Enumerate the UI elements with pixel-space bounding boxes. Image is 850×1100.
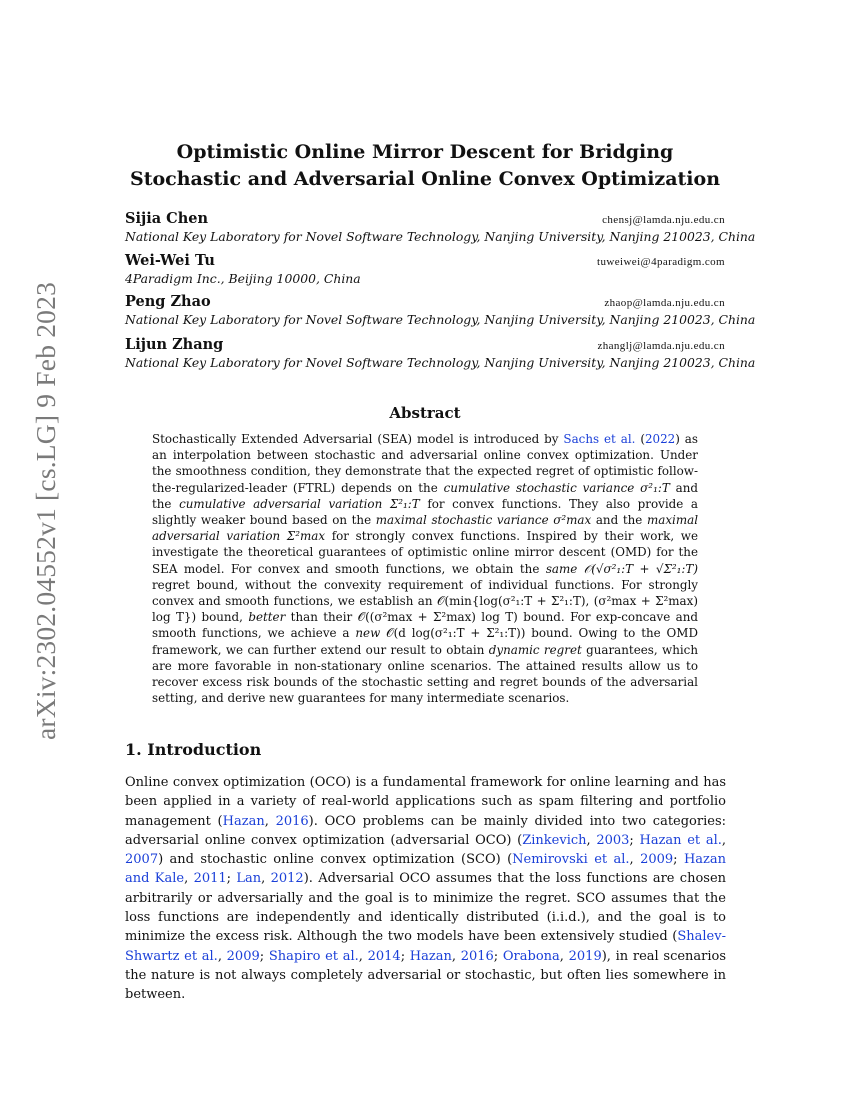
citation-link[interactable]: Nemirovski et al. (512, 852, 630, 868)
citation-link[interactable]: 2009 (640, 852, 674, 868)
math-expression: 𝒪(√σ²₁:T + √Σ²₁:T) (577, 561, 699, 576)
citation-link[interactable]: 2003 (596, 832, 630, 848)
citation-link[interactable]: 2022 (644, 432, 676, 446)
citation-link[interactable]: 2014 (367, 948, 401, 964)
citation-link[interactable]: Hazan et al. (639, 832, 722, 848)
author-email[interactable]: tuweiwei@4paradigm.com (597, 256, 725, 268)
emphasis-text: maximal adversarial variation (152, 513, 698, 544)
author-email[interactable]: zhanglj@lamda.nju.edu.cn (597, 340, 725, 352)
author-block-1 (125, 210, 756, 244)
arxiv-identifier: arXiv:2302.04552v1 [cs.LG] 9 Feb 2023 (30, 281, 61, 740)
emphasis-text: dynamic regret (488, 642, 582, 657)
introduction-paragraph: Online convex optimization (OCO) is a fundamental framework for online learning and has been applied in a variety of real-world applications such as spam filtering and portfolio management (Hazan, 2016). OCO problems can be mainly divided into two categories: adversarial online convex optimization (adversarial OCO) (Zinkevich, 2003; Hazan et al., 2007) and stochastic online convex optimization (SCO) (Nemirovski et al., 2009; Hazan and Kale, 2011; Lan, 2012). Adversarial OCO assumes that the loss functions are chosen arbitrarily or adversarially and the goal is to minimize the regret. SCO assumes that the loss functions are independently and identically distributed (i.i.d.), and the goal is to minimize the excess risk. Although the two models have been extensively studied (Shalev-Shwartz et al., 2009; Shapiro et al., 2014; Hazan, 2016; Orabona, 2019), in real scenarios the nature is not always completely adversarial or stochastic, but often lies somewhere in between. (125, 775, 727, 1003)
author-affiliation: National Key Laboratory for Novel Software Technology, Nanjing University, Nanjing 210023, China (125, 312, 756, 327)
author-name: Sijia Chen (125, 210, 209, 227)
author-affiliation: 4Paradigm Inc., Beijing 10000, China (125, 271, 361, 286)
citation-link[interactable]: Shapiro et al. (268, 948, 359, 964)
author-name: Wei-Wei Tu (125, 252, 215, 269)
author-affiliation: National Key Laboratory for Novel Software Technology, Nanjing University, Nanjing 210023, China (125, 229, 756, 244)
citation-link[interactable]: Sachs et al. (563, 432, 636, 446)
citation-link[interactable]: 2016 (460, 948, 494, 964)
citation-link[interactable]: 2016 (275, 813, 309, 829)
math-expression: Σ²max (280, 529, 326, 544)
emphasis-text: maximal stochastic variance (375, 513, 549, 528)
author-block-4 (125, 336, 756, 370)
abstract-heading: Abstract (389, 404, 461, 422)
author-name: Lijun Zhang (125, 336, 224, 353)
emphasis-text: cumulative adversarial variation (179, 496, 383, 511)
citation-link[interactable]: Hazan (222, 813, 265, 829)
emphasis-text: cumulative stochastic variance (443, 480, 635, 495)
abstract-body: Stochastically Extended Adversarial (SEA) model is introduced by Sachs et al. (2022) as an interpolation between stochastic and adversarial online convex optimization. Under the smoothness condition, they demonstrate that the expected regret of optimistic follow-the-regularized-leader (FTRL) depends on the cumulative stochastic variance σ²₁:T and the cumulative adversarial variation Σ²₁:T for convex functions. They also provide a slightly weaker bound based on the maximal stochastic variance σ²max and the maximal adversarial variation Σ²max for strongly convex functions. Inspired by their work, we investigate the theoretical guarantees of optimistic online mirror descent (OMD) for the SEA model. For convex and smooth functions, we obtain the same 𝒪(√σ²₁:T + √Σ²₁:T) regret bound, without the convexity requirement of individual functions. For strongly convex and smooth functions, we establish an 𝒪(min{log(σ²₁:T + Σ²₁:T), (σ²max + Σ²max) log T}) bound, better than their 𝒪((σ²max + Σ²max) log T) bound. For exp-concave and smooth functions, we achieve a new 𝒪(d log(σ²₁:T + Σ²₁:T)) bound. Owing to the OMD framework, we can further extend our result to obtain dynamic regret guarantees, which are more favorable in non-stationary online scenarios. The attained results allow us to recover excess risk bounds of the stochastic setting and regret bounds of the adversarial setting, and derive new guarantees for many intermediate scenarios. (152, 432, 699, 706)
author-name: Peng Zhao (125, 293, 211, 310)
citation-link[interactable]: 2011 (193, 871, 227, 887)
math-expression: σ²₁:T (634, 480, 670, 495)
emphasis-text: new (355, 626, 381, 641)
paper-title-line-2: Stochastic and Adversarial Online Convex Optimization (129, 168, 721, 190)
emphasis-text: better (248, 610, 286, 625)
author-email[interactable]: zhaop@lamda.nju.edu.cn (604, 297, 725, 309)
math-expression: Σ²₁:T (382, 496, 420, 511)
citation-link[interactable]: Orabona (502, 948, 560, 964)
citation-link[interactable]: Zinkevich (522, 832, 587, 848)
author-block-2 (125, 252, 725, 286)
citation-link[interactable]: Hazan (409, 948, 452, 964)
citation-link[interactable]: Hazan and Kale (125, 852, 727, 887)
citation-link[interactable]: 2019 (568, 948, 602, 964)
section-heading-introduction: 1. Introduction (125, 740, 262, 759)
paper-title (0, 139, 850, 193)
author-email[interactable]: chensj@lamda.nju.edu.cn (602, 214, 725, 226)
citation-link[interactable]: Lan (236, 871, 262, 887)
citation-link[interactable]: Shalev-Shwartz et al. (125, 929, 726, 964)
author-block-3 (125, 293, 756, 327)
math-expression: σ²max (548, 513, 592, 528)
citation-link[interactable]: 2007 (125, 852, 159, 868)
citation-link[interactable]: 2012 (270, 871, 304, 887)
emphasis-text: same (545, 561, 578, 576)
paper-title-line-1: Optimistic Online Mirror Descent for Bridging (176, 141, 674, 163)
author-affiliation: National Key Laboratory for Novel Software Technology, Nanjing University, Nanjing 210023, China (125, 355, 756, 370)
citation-link[interactable]: 2009 (226, 948, 260, 964)
